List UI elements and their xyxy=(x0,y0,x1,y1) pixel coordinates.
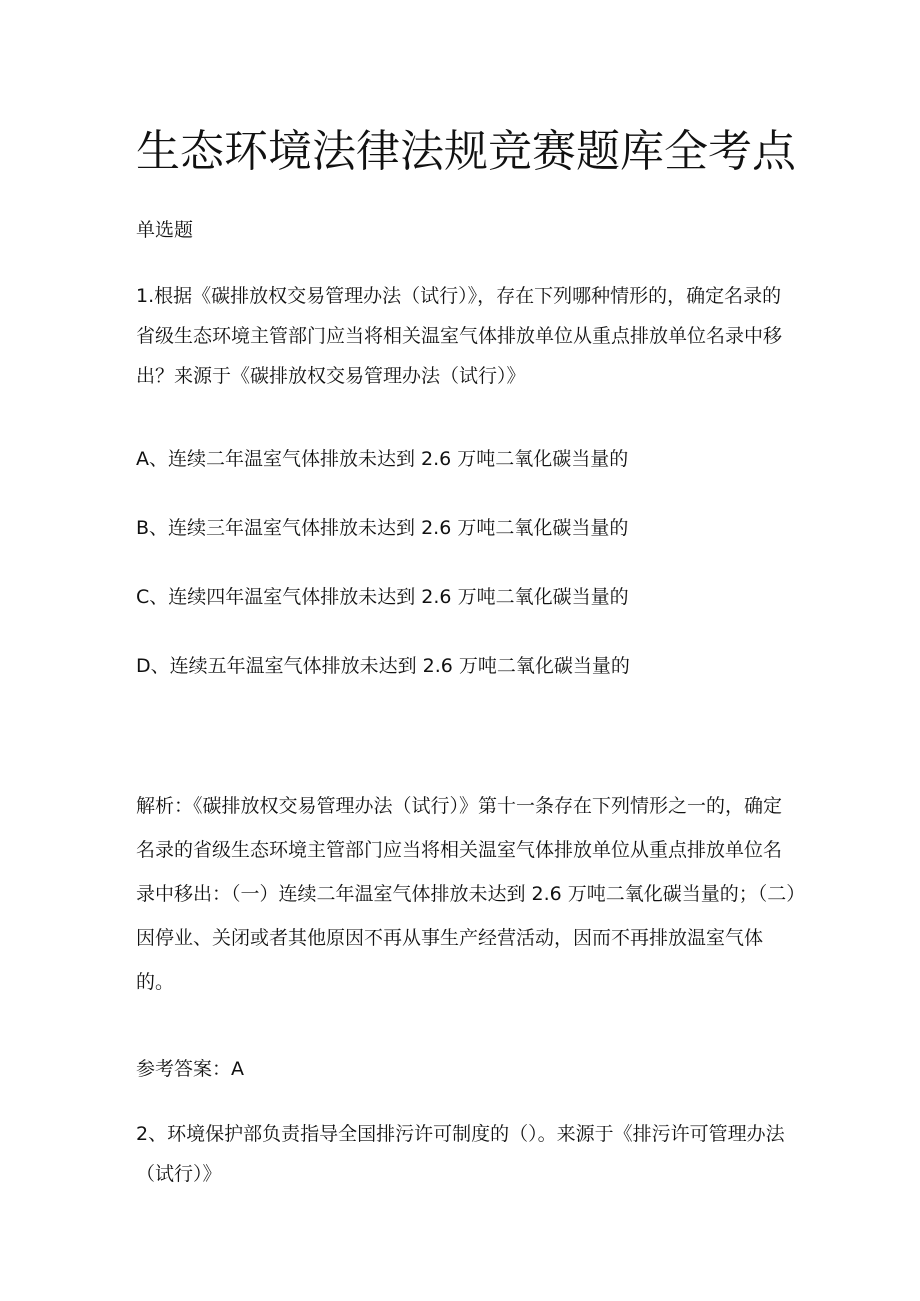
question-1-option-a: A、连续二年温室气体排放未达到 2.6 万吨二氧化碳当量的 xyxy=(136,448,629,470)
document-title: 生态环境法律法规竞赛题库全考点 xyxy=(136,126,796,177)
question-1-analysis: 解析：《碳排放权交易管理办法（试行）》第十一条存在下列情形之一的，确定名录的省级生态环境主管部门应当将相关温室气体排放单位从重点排放单位名录中移出：（一）连续二年温室气体排放未达到 2.6 万吨二氧化碳当量的；（二）因停业、关闭或者其他原因不再从事生产经营活动，因而不再排放温室气体的。 xyxy=(136,795,796,993)
question-1-option-d: D、连续五年温室气体排放未达到 2.6 万吨二氧化碳当量的 xyxy=(136,655,630,677)
question-1-stem: 1.根据《碳排放权交易管理办法（试行）》，存在下列哪种情形的，确定名录的省级生态环境主管部门应当将相关温室气体排放单位从重点排放单位名录中移出？来源于《碳排放权交易管理办法（试行）》 xyxy=(136,285,783,387)
question-1-option-c: C、连续四年温室气体排放未达到 2.6 万吨二氧化碳当量的 xyxy=(136,586,629,608)
question-1-answer: 参考答案：A xyxy=(136,1058,244,1080)
question-1-option-b: B、连续三年温室气体排放未达到 2.6 万吨二氧化碳当量的 xyxy=(136,517,629,539)
section-label: 单选题 xyxy=(136,219,194,241)
question-2-stem: 2、环境保护部负责指导全国排污许可制度的（）。来源于《排污许可管理办法（试行）》 xyxy=(136,1123,785,1185)
